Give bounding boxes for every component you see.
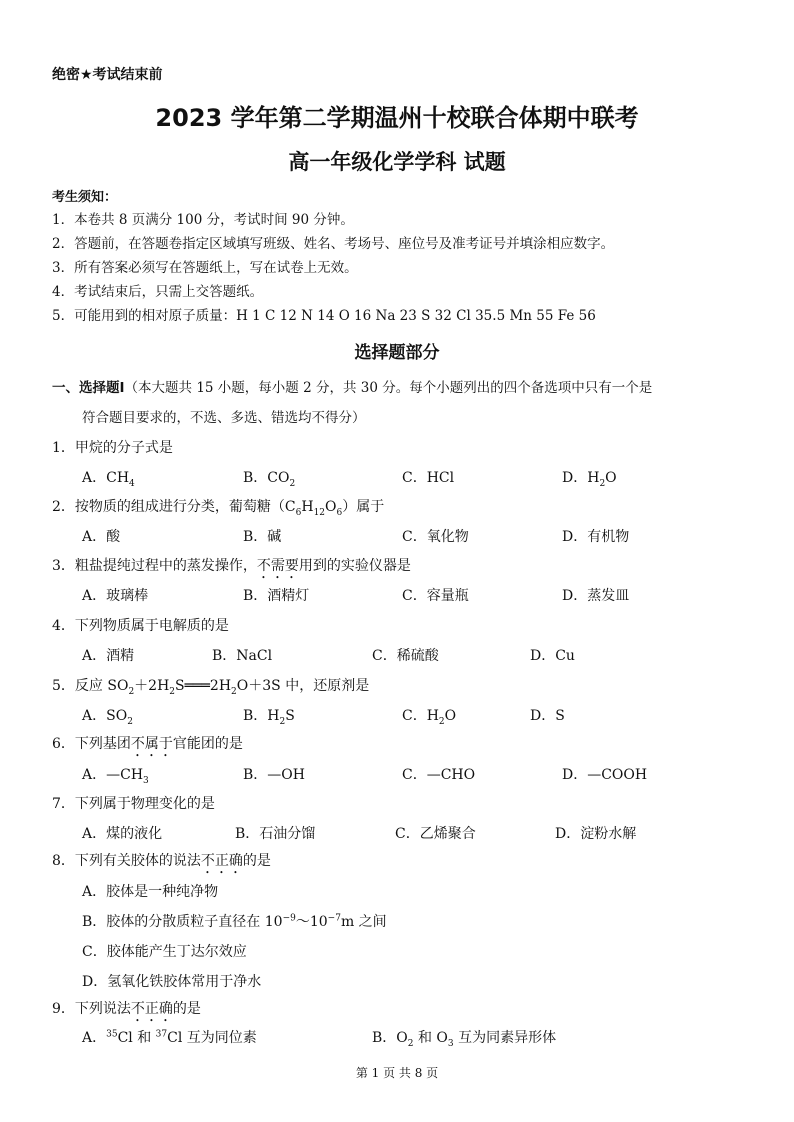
question-8-option-a: A．胶体是一种纯净物 bbox=[82, 884, 219, 900]
question-3-stem: 3．粗盐提纯过程中的蒸发操作，不需要用到的实验仪器是 bbox=[52, 558, 411, 574]
notice-item: 3．所有答案必须写在答题纸上，写在试卷上无效。 bbox=[52, 260, 358, 276]
question-7-option-d: D．淀粉水解 bbox=[555, 826, 637, 842]
question-6-option-b: B．—OH bbox=[243, 767, 305, 783]
question-6-stem: 6．下列基团不属于官能团的是 bbox=[52, 736, 243, 752]
notice-item: 1．本卷共 8 页满分 100 分，考试时间 90 分钟。 bbox=[52, 212, 354, 228]
question-2-stem: 2．按物质的组成进行分类，葡萄糖$(C_6H_{12}O_6)$属于 bbox=[52, 499, 385, 518]
question-8-option-c: C．胶体能产生丁达尔效应 bbox=[82, 944, 247, 960]
exam-subtitle: 高一年级化学学科 试题 bbox=[288, 150, 506, 174]
section-title: 选择题部分 bbox=[354, 343, 440, 363]
confidential-label: 绝密★考试结束前 bbox=[52, 67, 163, 83]
notice-item: 2．答题前，在答题卷指定区域填写班级、姓名、考场号、座位号及准考证号并填涂相应数字。 bbox=[52, 236, 615, 252]
question-7-option-a: A．煤的液化 bbox=[82, 826, 163, 842]
question-4-stem: 4．下列物质属于电解质的是 bbox=[52, 618, 229, 634]
notice-item: 4．考试结束后，只需上交答题纸。 bbox=[52, 284, 264, 300]
question-5-option-a: A．$SO_2$ bbox=[82, 708, 133, 727]
question-1-stem: 1．甲烷的分子式是 bbox=[52, 440, 173, 456]
question-8-option-b: B．胶体的分散质粒子直径在 $10^{-9}\sim 10^{-7}m$ 之间 bbox=[82, 913, 387, 930]
question-5-stem: 5．反应 $SO_2+2H_2S═══2H_2O+3S$ 中，还原剂是 bbox=[52, 678, 370, 697]
section-instructions: 一、选择题Ⅰ（本大题共 15 小题，每小题 2 分，共 30 分。每个小题列出的四个备选项中只有一个是 bbox=[52, 380, 653, 396]
question-8-stem: 8．下列有关胶体的说法不正确的是 bbox=[52, 853, 271, 869]
question-3-option-c: C．容量瓶 bbox=[402, 588, 469, 604]
question-9-stem: 9．下列说法不正确的是 bbox=[52, 1001, 201, 1017]
question-7-option-c: C．乙烯聚合 bbox=[395, 826, 476, 842]
question-1-option-a: A．$CH_4$ bbox=[82, 470, 135, 489]
question-7-stem: 7．下列属于物理变化的是 bbox=[52, 796, 215, 812]
question-9-option-a: A．$^{35}$Cl 和 $^{37}$Cl 互为同位素 bbox=[82, 1029, 257, 1046]
question-2-option-d: D．有机物 bbox=[562, 529, 630, 545]
question-3-option-a: A．玻璃棒 bbox=[82, 588, 149, 604]
question-5-option-d: D．S bbox=[530, 708, 565, 724]
question-1-option-c: C．HCl bbox=[402, 470, 455, 486]
question-4-option-b: B．NaCl bbox=[212, 648, 273, 664]
question-7-option-b: B．石油分馏 bbox=[235, 826, 316, 842]
question-1-option-b: B．$CO_2$ bbox=[243, 470, 296, 489]
question-4-option-d: D．Cu bbox=[530, 648, 575, 664]
question-2-option-a: A．酸 bbox=[82, 529, 121, 545]
notice-item: 5．可能用到的相对原子质量：H 1 C 12 N 14 O 16 Na 23 S 32 Cl 35.5 Mn 55 Fe 56 bbox=[52, 308, 596, 324]
question-2-option-c: C．氧化物 bbox=[402, 529, 469, 545]
question-9-option-b: B．$O_2$ 和 $O_3$ 互为同素异形体 bbox=[372, 1030, 557, 1049]
section-instructions-cont: 符合题目要求的，不选、多选、错选均不得分） bbox=[82, 410, 366, 426]
question-8-option-d: D．氢氧化铁胶体常用于净水 bbox=[82, 974, 262, 990]
question-3-option-b: B．酒精灯 bbox=[243, 588, 310, 604]
question-6-option-d: D．—COOH bbox=[562, 767, 648, 783]
question-6-option-c: C．—CHO bbox=[402, 767, 476, 783]
question-6-option-a: A．$—CH_3$ bbox=[82, 767, 149, 786]
question-4-option-c: C．稀硫酸 bbox=[372, 648, 439, 664]
question-5-option-c: C．$H_2O$ bbox=[402, 708, 457, 727]
question-4-option-a: A．酒精 bbox=[82, 648, 135, 664]
question-5-option-b: B．$H_2S$ bbox=[243, 708, 295, 727]
exam-title: 2023 学年第二学期温州十校联合体期中联考 bbox=[155, 104, 639, 132]
page-footer: 第 1 页 共 8 页 bbox=[355, 1066, 439, 1080]
notice-heading: 考生须知： bbox=[52, 190, 118, 205]
question-1-option-d: D．$H_2O$ bbox=[562, 470, 617, 489]
question-3-option-d: D．蒸发皿 bbox=[562, 588, 630, 604]
question-2-option-b: B．碱 bbox=[243, 529, 282, 545]
